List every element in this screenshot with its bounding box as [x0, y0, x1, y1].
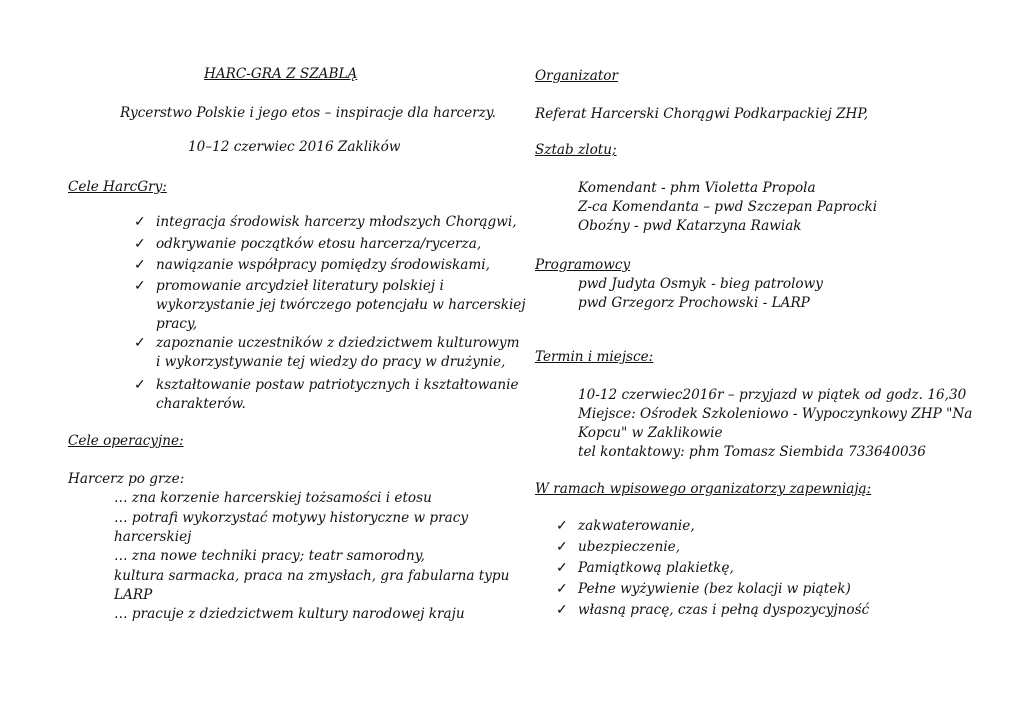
page-subtitle: Rycerstwo Polskie i jego etos – inspiracje dla harcerzy.	[120, 105, 496, 121]
check-icon: ✓	[134, 335, 146, 351]
after-game-line: … potrafi wykorzystać motywy historyczne w pracy	[114, 510, 469, 526]
check-icon: ✓	[134, 257, 146, 273]
place-line: 10-12 czerwiec2016r – przyjazd w piątek od godz. 16,30	[578, 387, 967, 403]
goal-line: i wykorzystywanie tej wiedzy do pracy w drużynie,	[156, 354, 506, 370]
after-game-line: kultura sarmacka, praca na zmysłach, gra fabularna typu	[114, 568, 510, 584]
provides-heading: W ramach wpisowego organizatorzy zapewniają:	[535, 481, 872, 497]
goal-line: nawiązanie współpracy pomiędzy środowiskami,	[156, 257, 490, 273]
program-line: pwd Grzegorz Prochowski - LARP	[578, 295, 810, 311]
after-game-line: … zna nowe techniki pracy; teatr samorodny,	[114, 548, 425, 564]
staff-line: Oboźny - pwd Katarzyna Rawiak	[578, 218, 802, 234]
check-icon: ✓	[556, 581, 568, 597]
place-line: Miejsce: Ośrodek Szkoleniowo - Wypoczynkowy ZHP "Na	[578, 406, 973, 422]
goal-line: charakterów.	[156, 396, 246, 412]
organizer-heading: Organizator	[535, 68, 618, 84]
goal-line: odkrywanie początków etosu harcerza/rycerza,	[156, 236, 482, 252]
event-dates: 10–12 czerwiec 2016 Zaklików	[188, 139, 401, 155]
after-game-line: harcerskiej	[114, 529, 192, 545]
goal-line: kształtowanie postaw patriotycznych i kształtowanie	[156, 377, 519, 393]
place-heading: Termin i miejsce:	[535, 349, 654, 365]
check-icon: ✓	[134, 214, 146, 230]
provides-item: własną pracę, czas i pełną dyspozycyjność	[578, 602, 870, 618]
check-icon: ✓	[134, 236, 146, 252]
goal-line: zapoznanie uczestników z dziedzictwem kulturowym	[156, 335, 520, 351]
goal-line: integracja środowisk harcerzy młodszych Chorągwi,	[156, 214, 517, 230]
check-icon: ✓	[556, 539, 568, 555]
operational-heading: Cele operacyjne:	[68, 433, 184, 449]
after-game-line: … pracuje z dziedzictwem kultury narodowej kraju	[114, 606, 465, 622]
staff-heading: Sztab zlotu;	[535, 142, 617, 158]
after-game-heading: Harcerz po grze:	[68, 471, 185, 487]
organizer-text: Referat Harcerski Chorągwi Podkarpackiej ZHP,	[535, 106, 869, 122]
goal-line: pracy,	[156, 316, 198, 332]
after-game-line: LARP	[114, 587, 153, 603]
goal-line: wykorzystanie jej twórczego potencjału w harcerskiej	[156, 297, 526, 313]
goal-line: promowanie arcydzieł literatury polskiej i	[156, 278, 444, 294]
check-icon: ✓	[134, 278, 146, 294]
place-line: Kopcu" w Zaklikowie	[578, 425, 723, 441]
provides-item: zakwaterowanie,	[578, 518, 695, 534]
check-icon: ✓	[134, 377, 146, 393]
provides-item: Pamiątkową plakietkę,	[578, 560, 734, 576]
program-heading: Programowcy	[535, 257, 631, 273]
goals-heading: Cele HarcGry:	[68, 179, 167, 195]
check-icon: ✓	[556, 560, 568, 576]
provides-item: ubezpieczenie,	[578, 539, 681, 555]
after-game-line: … zna korzenie harcerskiej tożsamości i etosu	[114, 490, 432, 506]
provides-item: Pełne wyżywienie (bez kolacji w piątek)	[578, 581, 851, 597]
staff-line: Komendant - phm Violetta Propola	[578, 180, 816, 196]
check-icon: ✓	[556, 518, 568, 534]
staff-line: Z-ca Komendanta – pwd Szczepan Paprocki	[578, 199, 878, 215]
check-icon: ✓	[556, 602, 568, 618]
program-line: pwd Judyta Osmyk - bieg patrolowy	[578, 276, 823, 292]
page-title: HARC-GRA Z SZABLĄ	[204, 66, 358, 82]
place-line: tel kontaktowy: phm Tomasz Siembida 733640036	[578, 444, 926, 460]
